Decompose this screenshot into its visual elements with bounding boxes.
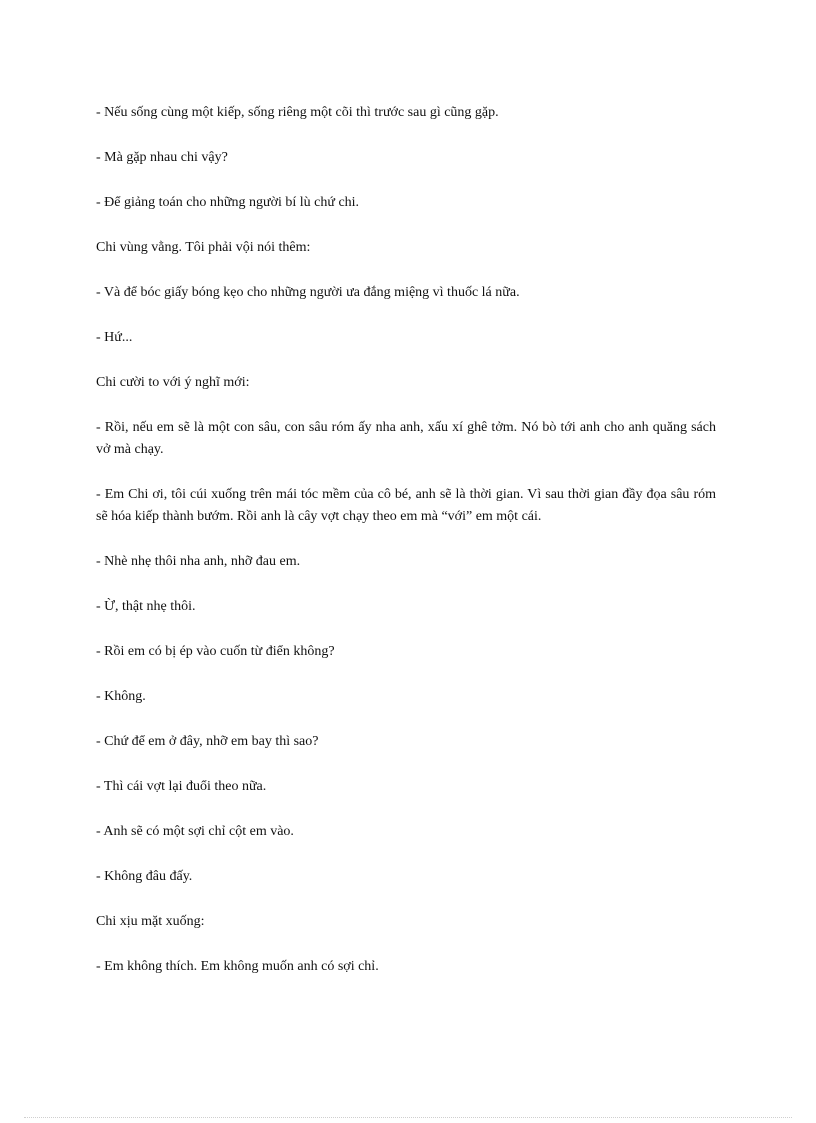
- page-bottom-divider: [24, 1117, 792, 1118]
- paragraph: - Để giảng toán cho những người bí lù chứ chi.: [96, 195, 360, 210]
- paragraph: - Rồi, nếu em sẽ là một con sâu, con sâu róm ấy nha anh, xấu xí ghê tởm. Nó bò tới anh cho anh quăng sách vở mà chạy.: [96, 420, 716, 457]
- paragraph: Chi cười to với ý nghĩ mới:: [96, 375, 250, 390]
- paragraph: - Chứ để em ở đây, nhỡ em bay thì sao?: [96, 734, 319, 749]
- paragraph: - Mà gặp nhau chi vậy?: [96, 150, 228, 165]
- paragraph: - Không đâu đấy.: [96, 869, 193, 884]
- document-body: [96, 102, 716, 1001]
- paragraph: - Nhè nhẹ thôi nha anh, nhỡ đau em.: [96, 554, 301, 569]
- paragraph: - Em Chi ơi, tôi cúi xuống trên mái tóc mềm của cô bé, anh sẽ là thời gian. Vì sau thời gian đầy đọa sâu róm sẽ hóa kiếp thành bướm. Rồi anh là cây vợt chạy theo em mà “với” em một cái.: [96, 487, 716, 524]
- paragraph: - Em không thích. Em không muốn anh có sợi chỉ.: [96, 959, 379, 974]
- paragraph: - Không.: [96, 689, 146, 704]
- paragraph: - Anh sẽ có một sợi chỉ cột em vào.: [96, 824, 294, 839]
- paragraph: Chi xịu mặt xuống:: [96, 914, 205, 929]
- paragraph: - Và để bóc giấy bóng kẹo cho những người ưa đắng miệng vì thuốc lá nữa.: [96, 285, 520, 300]
- paragraph: Chi vùng vằng. Tôi phải vội nói thêm:: [96, 240, 311, 255]
- paragraph: - Thì cái vợt lại đuổi theo nữa.: [96, 779, 267, 794]
- paragraph: - Hứ...: [96, 330, 133, 345]
- paragraph: - Rồi em có bị ép vào cuốn từ điển không?: [96, 644, 335, 659]
- paragraph: - Nếu sống cùng một kiếp, sống riêng một cõi thì trước sau gì cũng gặp.: [96, 105, 499, 120]
- paragraph: - Ừ, thật nhẹ thôi.: [96, 599, 196, 614]
